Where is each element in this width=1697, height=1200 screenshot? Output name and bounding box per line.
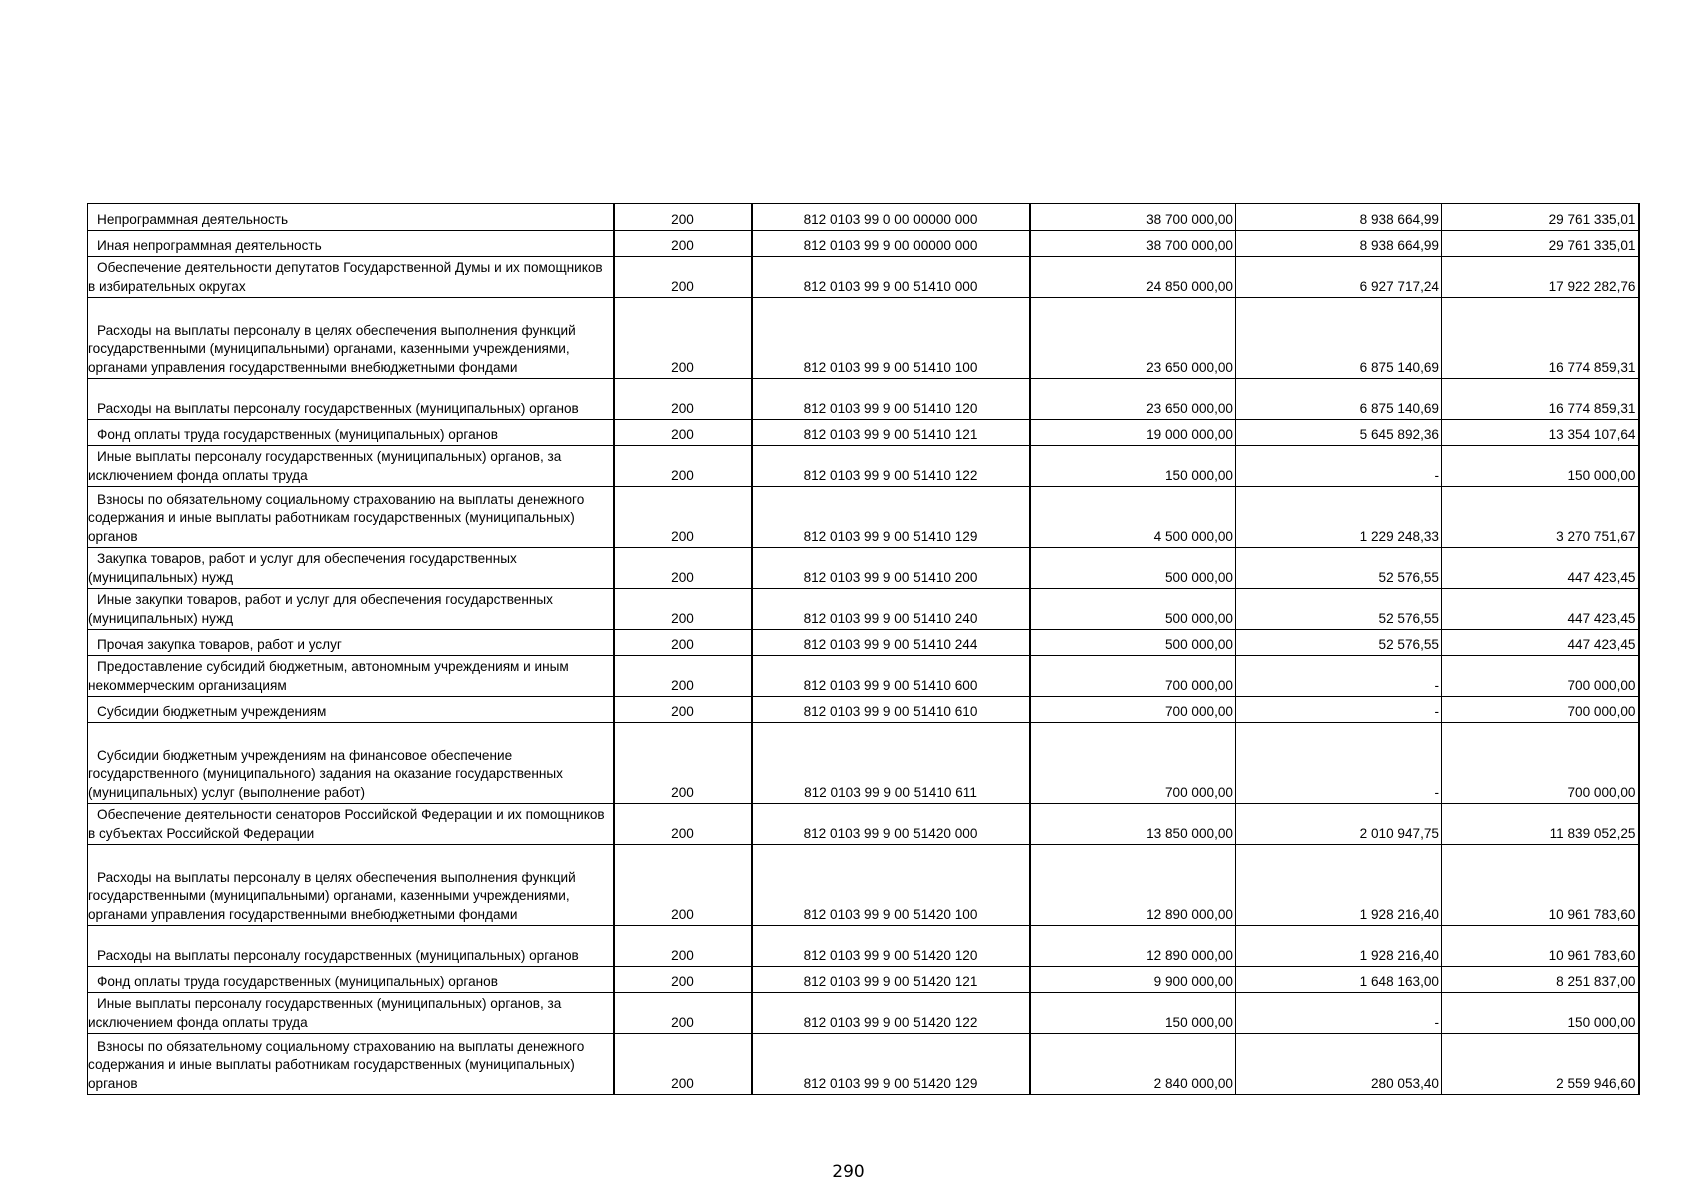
table-row [88,993,1639,1034]
row-name: Взносы по обязательному социальному страхованию на выплаты денежного содержания и иные выплаты работникам государственных (муниципальных) органов [88,491,585,544]
budget-table-container [87,203,1638,1095]
row-executed: - [1236,697,1442,723]
row-executed: 1 928 216,40 [1236,845,1442,926]
row-code: 200 [614,804,752,845]
row-kbk: 812 0103 99 9 00 51420 000 [752,804,1030,845]
row-kbk: 812 0103 99 9 00 51420 100 [752,845,1030,926]
row-kbk: 812 0103 99 9 00 51410 100 [752,298,1030,379]
table-row [88,589,1639,630]
row-name-cell [88,548,614,589]
row-code: 200 [614,967,752,993]
row-remaining: 700 000,00 [1442,656,1639,697]
row-approved: 700 000,00 [1030,723,1236,804]
row-remaining: 10 961 783,60 [1442,845,1639,926]
row-remaining: 29 761 335,01 [1442,204,1639,231]
row-name-cell [88,1034,614,1095]
row-name: Прочая закупка товаров, работ и услуг [97,636,342,652]
row-remaining: 16 774 859,31 [1442,298,1639,379]
row-kbk: 812 0103 99 9 00 51410 000 [752,257,1030,298]
row-approved: 38 700 000,00 [1030,204,1236,231]
row-name-cell [88,231,614,257]
page-number: 290 [832,1162,865,1182]
row-name-cell [88,804,614,845]
row-name-cell [88,446,614,487]
row-executed: 6 927 717,24 [1236,257,1442,298]
table-row [88,723,1639,804]
table-row [88,926,1639,967]
row-approved: 24 850 000,00 [1030,257,1236,298]
row-executed: 2 010 947,75 [1236,804,1442,845]
row-approved: 13 850 000,00 [1030,804,1236,845]
row-name: Обеспечение деятельности депутатов Государственной Думы и их помощников в избирательных округах [88,260,603,294]
table-row [88,446,1639,487]
row-remaining: 17 922 282,76 [1442,257,1639,298]
row-executed: 1 229 248,33 [1236,487,1442,548]
table-row [88,697,1639,723]
row-name: Субсидии бюджетным учреждениям на финансовое обеспечение государственного (муниципального) задания на оказание государственных (муниципальных) услуг (выполнение работ) [88,747,563,800]
row-approved: 500 000,00 [1030,630,1236,656]
row-name-cell [88,589,614,630]
row-name-cell [88,993,614,1034]
row-approved: 150 000,00 [1030,446,1236,487]
row-code: 200 [614,257,752,298]
row-kbk: 812 0103 99 9 00 51420 122 [752,993,1030,1034]
row-name: Иные выплаты персоналу государственных (муниципальных) органов, за исключением фонда оплаты труда [88,449,562,483]
row-remaining: 11 839 052,25 [1442,804,1639,845]
row-code: 200 [614,204,752,231]
row-executed: - [1236,446,1442,487]
row-kbk: 812 0103 99 9 00 51410 240 [752,589,1030,630]
row-approved: 150 000,00 [1030,993,1236,1034]
row-code: 200 [614,1034,752,1095]
table-row [88,298,1639,379]
row-kbk: 812 0103 99 9 00 51410 120 [752,379,1030,420]
row-remaining: 150 000,00 [1442,993,1639,1034]
row-code: 200 [614,231,752,257]
row-name-cell [88,379,614,420]
row-remaining: 447 423,45 [1442,589,1639,630]
row-approved: 9 900 000,00 [1030,967,1236,993]
row-name: Субсидии бюджетным учреждениям [97,703,327,719]
row-executed: 52 576,55 [1236,630,1442,656]
row-remaining: 447 423,45 [1442,548,1639,589]
row-name-cell [88,204,614,231]
row-kbk: 812 0103 99 9 00 51410 122 [752,446,1030,487]
row-code: 200 [614,723,752,804]
table-body [88,204,1639,1095]
row-code: 200 [614,446,752,487]
row-kbk: 812 0103 99 9 00 51410 200 [752,548,1030,589]
row-name: Иная непрограммная деятельность [97,237,322,253]
row-remaining: 10 961 783,60 [1442,926,1639,967]
row-code: 200 [614,589,752,630]
row-name: Предоставление субсидий бюджетным, автономным учреждениям и иным некоммерческим организациям [88,659,569,693]
row-kbk: 812 0103 99 9 00 51420 129 [752,1034,1030,1095]
table-row [88,630,1639,656]
row-executed: 1 928 216,40 [1236,926,1442,967]
table-row [88,204,1639,231]
table-row [88,656,1639,697]
row-name: Иные выплаты персоналу государственных (муниципальных) органов, за исключением фонда оплаты труда [88,996,562,1030]
row-name: Взносы по обязательному социальному страхованию на выплаты денежного содержания и иные выплаты работникам государственных (муниципальных) органов [88,1038,585,1091]
row-name-cell [88,845,614,926]
row-code: 200 [614,926,752,967]
row-executed: - [1236,993,1442,1034]
row-approved: 700 000,00 [1030,656,1236,697]
row-name-cell [88,723,614,804]
table-row [88,1034,1639,1095]
row-remaining: 16 774 859,31 [1442,379,1639,420]
row-remaining: 13 354 107,64 [1442,420,1639,446]
row-code: 200 [614,697,752,723]
row-executed: 52 576,55 [1236,589,1442,630]
row-name: Фонд оплаты труда государственных (муниципальных) органов [97,973,498,989]
budget-execution-table [87,203,1640,1095]
row-code: 200 [614,420,752,446]
row-kbk: 812 0103 99 9 00 51420 121 [752,967,1030,993]
row-kbk: 812 0103 99 9 00 00000 000 [752,231,1030,257]
row-remaining: 2 559 946,60 [1442,1034,1639,1095]
table-row [88,487,1639,548]
row-code: 200 [614,379,752,420]
row-name-cell [88,257,614,298]
row-executed: 8 938 664,99 [1236,204,1442,231]
row-name: Обеспечение деятельности сенаторов Российской Федерации и их помощников в субъектах Российской Федерации [88,807,605,841]
table-row [88,231,1639,257]
row-approved: 2 840 000,00 [1030,1034,1236,1095]
row-name-cell [88,926,614,967]
row-name-cell [88,298,614,379]
row-approved: 12 890 000,00 [1030,845,1236,926]
row-remaining: 700 000,00 [1442,697,1639,723]
row-name-cell [88,630,614,656]
row-approved: 500 000,00 [1030,589,1236,630]
row-remaining: 3 270 751,67 [1442,487,1639,548]
row-approved: 23 650 000,00 [1030,298,1236,379]
row-remaining: 29 761 335,01 [1442,231,1639,257]
row-executed: 5 645 892,36 [1236,420,1442,446]
row-name-cell [88,967,614,993]
row-executed: - [1236,656,1442,697]
row-name: Расходы на выплаты персоналу в целях обеспечения выполнения функций государственными (муниципальными) органами, казенными учреждениями, органами управления государственными внебюджетными фондами [88,869,576,922]
row-code: 200 [614,656,752,697]
row-approved: 23 650 000,00 [1030,379,1236,420]
row-executed: 6 875 140,69 [1236,379,1442,420]
row-name: Непрограммная деятельность [97,211,289,227]
row-kbk: 812 0103 99 9 00 51410 611 [752,723,1030,804]
row-remaining: 8 251 837,00 [1442,967,1639,993]
row-remaining: 447 423,45 [1442,630,1639,656]
table-row [88,420,1639,446]
row-code: 200 [614,993,752,1034]
row-name-cell [88,656,614,697]
row-kbk: 812 0103 99 9 00 51410 121 [752,420,1030,446]
row-executed: 52 576,55 [1236,548,1442,589]
row-approved: 12 890 000,00 [1030,926,1236,967]
table-row [88,379,1639,420]
table-row [88,804,1639,845]
row-approved: 4 500 000,00 [1030,487,1236,548]
row-kbk: 812 0103 99 9 00 51410 244 [752,630,1030,656]
row-kbk: 812 0103 99 9 00 51410 610 [752,697,1030,723]
row-remaining: 700 000,00 [1442,723,1639,804]
row-executed: - [1236,723,1442,804]
row-code: 200 [614,845,752,926]
table-row [88,257,1639,298]
row-remaining: 150 000,00 [1442,446,1639,487]
row-approved: 500 000,00 [1030,548,1236,589]
table-row [88,548,1639,589]
row-approved: 19 000 000,00 [1030,420,1236,446]
row-code: 200 [614,487,752,548]
row-name: Расходы на выплаты персоналу государственных (муниципальных) органов [97,400,579,416]
row-name: Закупка товаров, работ и услуг для обеспечения государственных (муниципальных) нужд [88,551,517,585]
row-executed: 280 053,40 [1236,1034,1442,1095]
row-approved: 38 700 000,00 [1030,231,1236,257]
row-kbk: 812 0103 99 0 00 00000 000 [752,204,1030,231]
row-name-cell [88,420,614,446]
row-kbk: 812 0103 99 9 00 51410 600 [752,656,1030,697]
table-row [88,967,1639,993]
row-executed: 1 648 163,00 [1236,967,1442,993]
row-name: Фонд оплаты труда государственных (муниципальных) органов [97,426,498,442]
row-code: 200 [614,298,752,379]
row-kbk: 812 0103 99 9 00 51420 120 [752,926,1030,967]
row-code: 200 [614,548,752,589]
row-name: Расходы на выплаты персоналу в целях обеспечения выполнения функций государственными (муниципальными) органами, казенными учреждениями, органами управления государственными внебюджетными фондами [88,322,576,375]
table-row [88,845,1639,926]
row-kbk: 812 0103 99 9 00 51410 129 [752,487,1030,548]
row-name: Расходы на выплаты персоналу государственных (муниципальных) органов [97,947,579,963]
row-approved: 700 000,00 [1030,697,1236,723]
row-name-cell [88,487,614,548]
row-name: Иные закупки товаров, работ и услуг для обеспечения государственных (муниципальных) нужд [88,592,553,626]
row-executed: 8 938 664,99 [1236,231,1442,257]
row-executed: 6 875 140,69 [1236,298,1442,379]
row-code: 200 [614,630,752,656]
row-name-cell [88,697,614,723]
